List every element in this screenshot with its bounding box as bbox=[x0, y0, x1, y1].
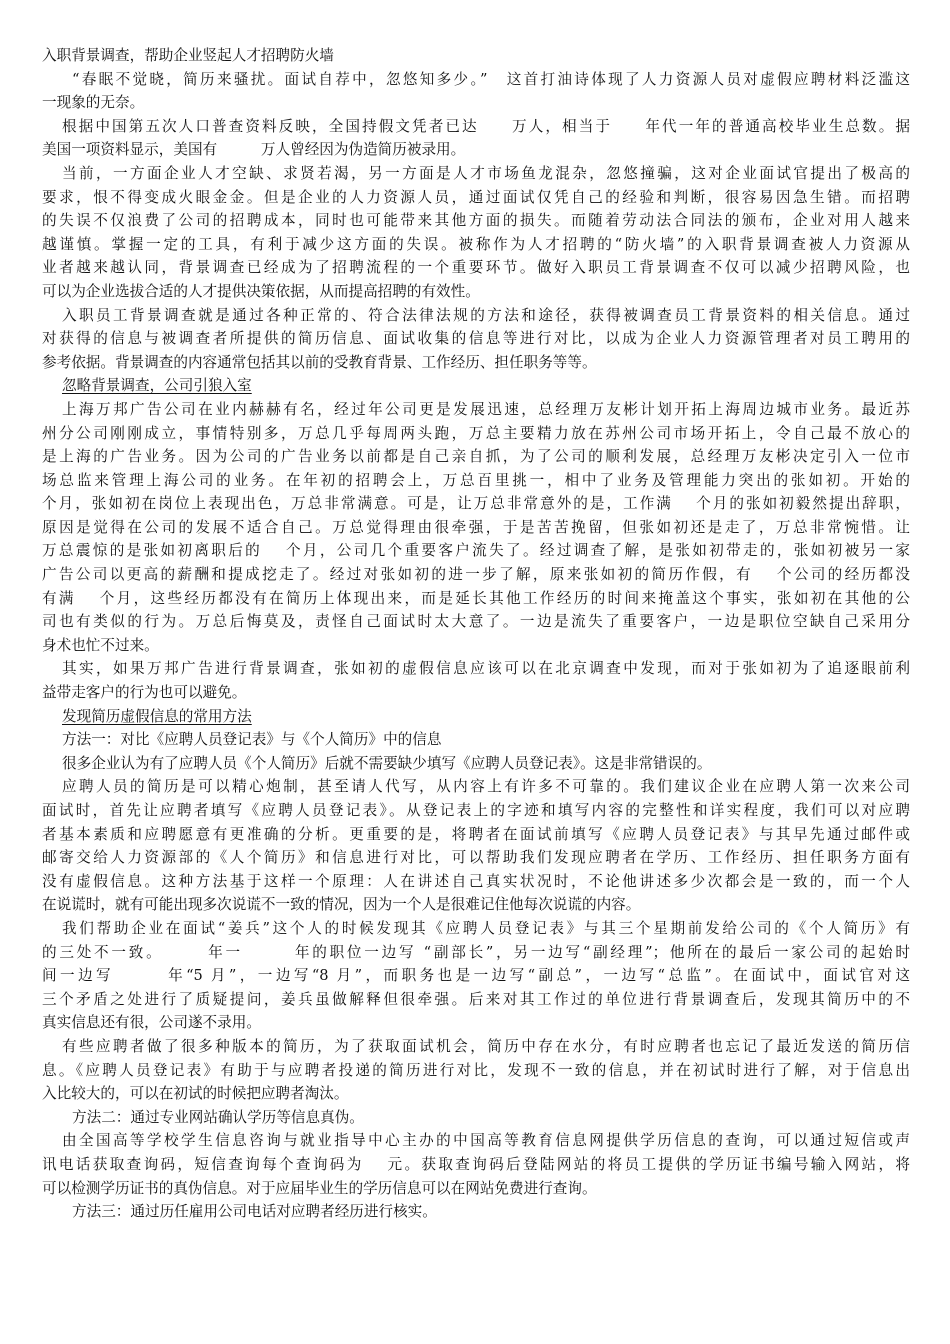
text-line: 入比较大的，可以在初试的时候把应聘者淘汰。 bbox=[42, 1085, 349, 1103]
text-line: 身术也忙不过来。 bbox=[42, 636, 159, 654]
text-line: 应聘人员的简历是可以精心炮制，甚至请人代写，从内容上有许多不可靠的。我们建议企业在应聘人第一次来公司 bbox=[62, 778, 910, 796]
text-line: 对获得的信息与被调查者所提供的简历信息、面试收集的信息等进行对比，以成为企业人力资源管理者对员工聘用的 bbox=[42, 330, 910, 348]
text-line: 益带走客户的行为也可以避免。 bbox=[42, 684, 247, 702]
text-line: 参考依据。背景调查的内容通常包括其以前的受教育背景、工作经历、担任职务等等。 bbox=[42, 353, 597, 371]
text-line: “春眠不觉晓，简历来骚扰。面试自荐中，忽悠知多少。” 这首打油诗体现了人力资源人员对虚假应聘材料泛滥这 bbox=[72, 70, 910, 88]
text-line: 越谨慎。掌握一定的工具，有利于减少这方面的失误。被称作为人才招聘的“防火墙”的入职背景调查被人力资源从 bbox=[42, 235, 910, 253]
text-line: 业者越来越认同，背景调查已经成为了招聘流程的一个重要环节。做好入职员工背景调查不仅可以减少招聘风险，也 bbox=[42, 259, 910, 277]
text-line: 广告公司以更高的薪酬和提成挖走了。经过对张如初的进一步了解，原来张如初的简历作假，有 个公司的经历都没 bbox=[42, 566, 910, 584]
text-line: 的失误不仅浪费了公司的招聘成本，同时也可能带来其他方面的损失。而随着劳动法合同法的颁布，企业对用人越来 bbox=[42, 212, 910, 230]
text-line: 根据中国第五次人口普查资料反映，全国持假文凭者已达 万人，相当于 年代一年的普通高校毕业生总数。据 bbox=[62, 117, 910, 135]
text-line: 可以为企业选拔合适的人才提供决策依据，从而提高招聘的有效性。 bbox=[42, 282, 480, 300]
text-line: 当前，一方面企业人才空缺、求贤若渴，另一方面是人才市场鱼龙混杂，忽悠撞骗，这对企业面试官提出了极高的 bbox=[62, 164, 910, 182]
text-line: 没有虚假信息。这种方法基于这样一个原理：人在讲述自己真实状况时，不论他讲述多少次都会是一致的，而一个人 bbox=[42, 872, 910, 890]
text-line: 三个矛盾之处进行了质疑提问，姜兵虽做解释但很牵强。后来对其工作过的单位进行背景调查后，发现其简历中的不 bbox=[42, 990, 910, 1008]
text-line: 讯电话获取查询码，短信查询每个查询码为 元。获取查询码后登陆网站的将员工提供的学历证书编号输入网站，将 bbox=[42, 1155, 910, 1173]
text-line: 有满 个月，这些经历都没有在简历上体现出来，而是延长其他工作经历的时间来掩盖这个事实，张如初在其他的公 bbox=[42, 589, 910, 607]
text-line: 上海万邦广告公司在业内赫赫有名，经过年公司更是发展迅速，总经理万友彬计划开拓上海周边城市业务。最近苏 bbox=[62, 400, 910, 418]
text-line: 原因是觉得在公司的发展不适合自己。万总觉得理由很牵强，于是苦苦挽留，但张如初还是走了，万总非常惋惜。让 bbox=[42, 518, 910, 536]
text-line: 万总震惊的是张如初离职后的 个月，公司几个重要客户流失了。经过调查了解，是张如初带走的，张如初被另一家 bbox=[42, 542, 910, 560]
section-heading bbox=[42, 374, 910, 398]
text-line: 个月，张如初在岗位上表现出色，万总非常满意。可是，让万总非常意外的是，工作满 个月的张如初毅然提出辞职， bbox=[42, 495, 910, 513]
section-heading-text: 发现简历虚假信息的常用方法 bbox=[62, 707, 252, 725]
section-heading bbox=[42, 705, 910, 729]
document-page bbox=[42, 44, 910, 1224]
text-line: 方法二：通过专业网站确认学历等信息真伪。 bbox=[72, 1108, 364, 1126]
section-heading-text: 忽略背景调查，公司引狼入室 bbox=[62, 377, 252, 395]
text-line: 州分公司刚刚成立，事情特别多，万总几乎每周两头跑，万总主要精力放在苏州公司市场开拓上，令自己最不放心的 bbox=[42, 424, 910, 442]
text-line: 要求，恨不得变成火眼金金。但是企业的人力资源人员，通过面试仅凭自己的经验和判断，很容易因急生错。而招聘 bbox=[42, 188, 910, 206]
text-line: 由全国高等学校学生信息咨询与就业指导中心主办的中国高等教育信息网提供学历信息的查询，可以通过短信或声 bbox=[62, 1132, 910, 1150]
text-line: 有些应聘者做了很多种版本的简历，为了获取面试机会，简历中存在水分，有时应聘者也忘记了最近发送的简历信 bbox=[62, 1037, 910, 1055]
text-line: 在说谎时，就有可能出现多次说谎不一致的情况，因为一个人是很难记住他每次说谎的内容。 bbox=[42, 896, 641, 914]
text-line: 是上海的广告业务。因为公司的广告业务以前都是自己亲自抓，为了公司的顺利发展，总经理万友彬决定引入一位市 bbox=[42, 448, 910, 466]
text-line: 可以检测学历证书的真伪信息。对于应届毕业生的学历信息可以在网站免费进行查询。 bbox=[42, 1179, 597, 1197]
text-line: 间一边写 年“5 月”，一边写“8 月”，而职务也是一边写“副总”，一边写“总监”。在面试中，面试官对这 bbox=[42, 967, 910, 985]
text-line: 入职员工背景调查就是通过各种正常的、符合法律法规的方法和途径，获得被调查员工背景资料的相关信息。通过 bbox=[62, 306, 910, 324]
text-line: 我们帮助企业在面试“姜兵”这个人的时候发现其《应聘人员登记表》与其三个星期前发给公司的《个人简历》有 bbox=[62, 919, 910, 937]
text-line: 邮寄交给人力资源部的《人个简历》和信息进行对比，可以帮助我们发现应聘者在学历、工作经历、担任职务方面有 bbox=[42, 849, 910, 867]
text-line: 真实信息还有很，公司遂不录用。 bbox=[42, 1014, 261, 1032]
text-line: 很多企业认为有了应聘人员《个人简历》后就不需要缺少填写《应聘人员登记表》。这是非常错误的。 bbox=[62, 754, 712, 772]
text-line: 一现象的无奈。 bbox=[42, 94, 145, 112]
text-line: 其实，如果万邦广告进行背景调查，张如初的虚假信息应该可以在北京调查中发现，而对于张如初为了追逐眼前利 bbox=[62, 660, 910, 678]
text-line: 息。《应聘人员登记表》有助于与应聘者投递的简历进行对比，发现不一致的信息，并在初试时进行了解，对于信息出 bbox=[42, 1061, 910, 1079]
text-line: 场总监来管理上海公司的业务。在年初的招聘会上，万总百里挑一，相中了业务及管理能力突出的张如初。开始的 bbox=[42, 471, 910, 489]
text-line: 方法一：对比《应聘人员登记表》与《个人简历》中的信息 bbox=[62, 731, 442, 749]
text-line: 方法三：通过历任雇用公司电话对应聘者经历进行核实。 bbox=[72, 1203, 437, 1221]
text-line: 入职背景调查，帮助企业竖起人才招聘防火墙 bbox=[42, 47, 334, 64]
text-line: 者基本素质和应聘愿意有更准确的分析。更重要的是，将聘者在面试前填写《应聘人员登记表》与其早先通过邮件或 bbox=[42, 825, 910, 843]
text-line: 美国一项资料显示，美国有 万人曾经因为伪造简历被录用。 bbox=[42, 141, 466, 159]
text-line: 司也有类似的行为。万总后悔莫及，责怪自己面试时太大意了。一边是流失了重要客户，一边是职位空缺自己采用分 bbox=[42, 613, 910, 631]
text-line: 面试时，首先让应聘者填写《应聘人员登记表》。从登记表上的字迹和填写内容的完整性和详实程度，我们可以对应聘 bbox=[42, 802, 910, 819]
text-line: 的三处不一致。 年一 年的职位一边写 “副部长”，另一边写“副经理”；他所在的最后一家公司的起始时 bbox=[42, 943, 910, 961]
